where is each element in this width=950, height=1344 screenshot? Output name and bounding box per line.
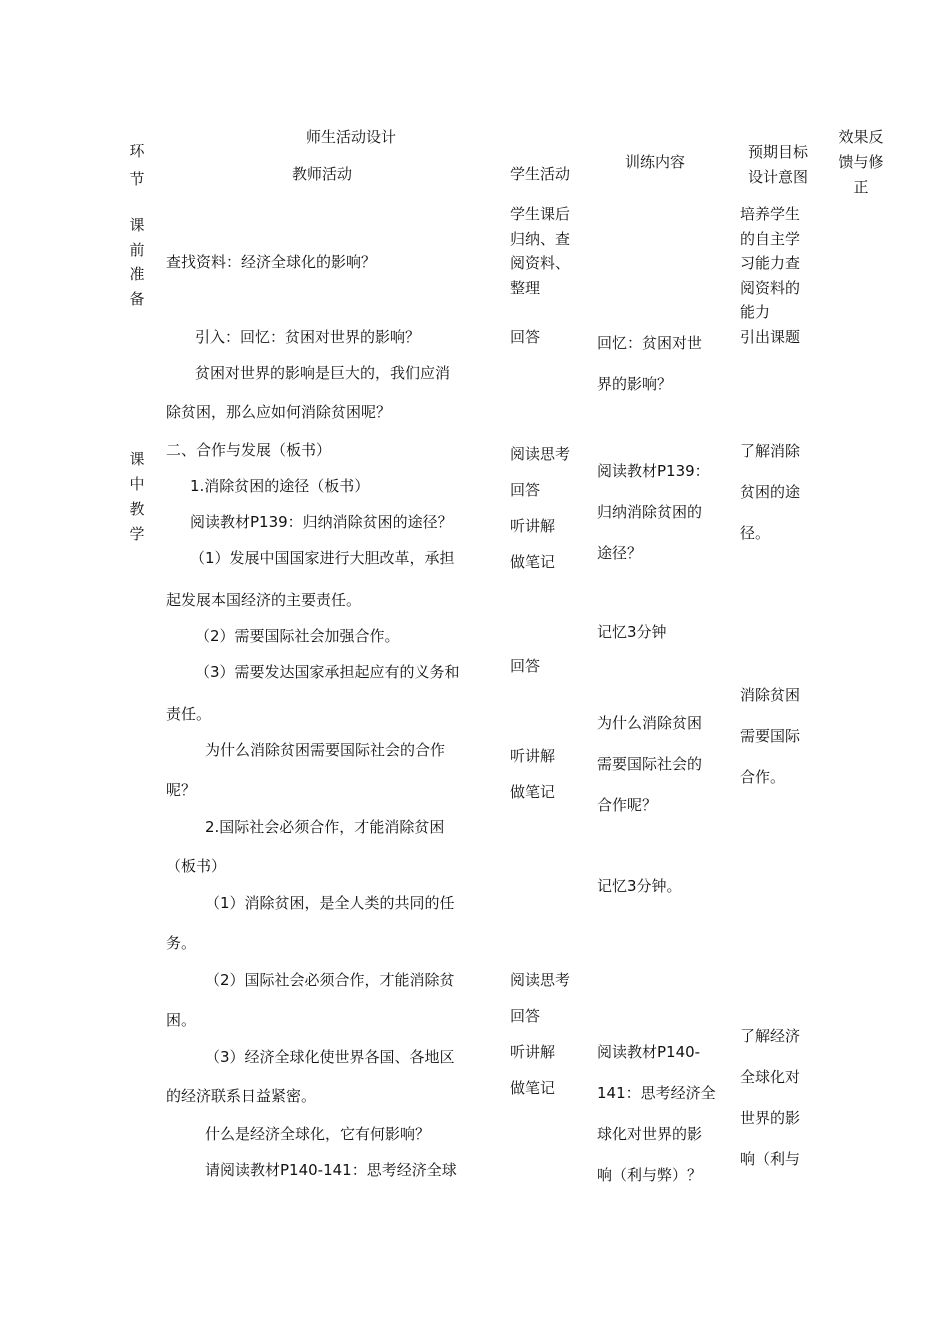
stage-char: 课	[129, 216, 145, 234]
training-line: 回忆：贫困对世	[597, 334, 703, 352]
goal-2	[740, 675, 800, 798]
goal-line: 世界的影	[740, 1109, 801, 1127]
stage-char: 中	[129, 475, 145, 493]
teacher-section-title: 二、合作与发展（板书）	[166, 441, 332, 459]
goal-line: 全球化对	[740, 1068, 801, 1086]
teacher-reading-task: 阅读教材P139：归纳消除贫困的途径？	[190, 513, 453, 531]
stage-pre-class	[127, 213, 147, 311]
goal-line: 径。	[740, 524, 771, 542]
training-line: 阅读教材P140-	[597, 1043, 701, 1061]
goal-line: 能力	[740, 303, 771, 321]
student-line: 听讲解	[510, 1043, 556, 1061]
training-line: 需要国际社会的	[597, 755, 703, 773]
goal-3	[740, 1016, 800, 1180]
teacher-item: （2）国际社会必须合作，才能消除贫	[205, 971, 455, 989]
teacher-reading-task: 请阅读教材P140-141：思考经济全球	[205, 1161, 457, 1179]
stage-char: 前	[129, 240, 145, 259]
teacher-item: （2）需要国际社会加强合作。	[195, 627, 400, 645]
teacher-item: 困。	[166, 1011, 197, 1029]
training-line: 响（利与弊）？	[597, 1166, 703, 1184]
training-line: 途径？	[597, 544, 643, 562]
training-why	[597, 703, 702, 826]
teacher-item: （3）经济全球化使世界各国、各地区	[205, 1048, 455, 1066]
header-teacher-activity: 教师活动	[292, 165, 353, 183]
student-line: 归纳、查	[510, 229, 571, 248]
student-line: 听讲解	[510, 517, 556, 535]
training-line: 141：思考经济全	[597, 1084, 716, 1102]
training-memorize: 记忆3分钟。	[597, 877, 682, 895]
teacher-pre-task: 查找资料：经济全球化的影响？	[166, 253, 377, 271]
teacher-item: （1）发展中国国家进行大胆改革，承担	[190, 549, 455, 567]
training-line: 球化对世界的影	[597, 1125, 703, 1143]
header-stage-line: 节	[129, 170, 145, 188]
student-line: 整理	[510, 278, 541, 297]
goal-1	[740, 431, 800, 554]
student-group-2	[510, 738, 555, 810]
teacher-intro: 引入：回忆：贫困对世界的影响？	[195, 328, 421, 346]
header-stage	[127, 137, 147, 193]
header-feedback-line: 馈与修	[838, 153, 884, 171]
header-group-title: 师生活动设计	[306, 128, 397, 146]
student-line: 回答	[510, 1007, 541, 1025]
training-line: 归纳消除贫困的	[597, 503, 703, 521]
student-line: 学生课后	[510, 205, 571, 223]
header-feedback-line: 正	[853, 178, 869, 196]
teacher-transition: 贫困对世界的影响是巨大的，我们应消	[195, 364, 451, 382]
training-line: 合作呢？	[597, 796, 658, 814]
goal-line: 了解消除	[740, 442, 801, 460]
goal-line: 的自主学	[740, 229, 801, 248]
training-line: 为什么消除贫困	[597, 714, 703, 732]
header-stage-line: 环	[129, 142, 145, 160]
header-student-activity: 学生活动	[510, 165, 571, 183]
goal-line: 了解经济	[740, 1027, 801, 1045]
training-read-3	[597, 1032, 716, 1196]
student-line: 阅读思考	[510, 445, 571, 463]
stage-in-class	[127, 447, 147, 547]
teacher-point-1: 1.消除贫困的途径（板书）	[190, 477, 370, 495]
goal-line: 习能力查	[740, 254, 801, 272]
goal-line: 贫困的途	[740, 483, 801, 501]
teacher-item: 的经济联系日益紧密。	[166, 1087, 317, 1105]
student-line: 阅读思考	[510, 971, 571, 989]
teacher-transition: 除贫困，那么应如何消除贫困呢？	[166, 403, 392, 421]
student-line: 阅资料、	[510, 254, 571, 272]
student-group-3	[510, 962, 570, 1106]
student-line: 做笔记	[510, 783, 556, 801]
training-memorize: 记忆3分钟	[597, 623, 667, 641]
training-recall	[597, 323, 702, 405]
teacher-question: 呢？	[166, 781, 197, 799]
teacher-item: （3）需要发达国家承担起应有的义务和	[195, 663, 460, 681]
header-goal-line: 预期目标	[747, 143, 808, 161]
student-line: 听讲解	[510, 747, 556, 765]
teacher-question: 为什么消除贫困需要国际社会的合作	[205, 741, 446, 759]
goal-line: 阅资料的	[740, 278, 801, 297]
teacher-item: 责任。	[166, 705, 212, 723]
goal-pre-class	[740, 202, 800, 325]
goal-line: 培养学生	[740, 205, 801, 223]
stage-char: 准	[129, 265, 145, 283]
header-goal	[740, 140, 816, 190]
goal-line: 合作。	[740, 768, 786, 786]
student-line: 做笔记	[510, 1079, 556, 1097]
stage-char: 备	[129, 289, 145, 308]
stage-char: 课	[129, 450, 145, 468]
stage-char: 学	[129, 525, 145, 543]
teacher-item: 务。	[166, 934, 197, 952]
goal-line: 消除贫困	[740, 686, 801, 704]
teacher-point-2: （板书）	[166, 857, 227, 875]
header-feedback	[832, 125, 890, 200]
student-group-1	[510, 436, 570, 580]
training-read-1	[597, 451, 710, 574]
teacher-item: （1）消除贫困，是全人类的共同的任	[205, 894, 455, 912]
training-line: 阅读教材P139：	[597, 462, 710, 480]
header-training-content: 训练内容	[625, 153, 686, 171]
goal-line: 响（利与	[740, 1150, 801, 1168]
student-answer: 回答	[510, 657, 541, 675]
teacher-point-2: 2.国际社会必须合作，才能消除贫困	[205, 818, 445, 836]
student-answer: 回答	[510, 328, 541, 346]
header-goal-line: 设计意图	[747, 168, 808, 186]
teacher-question: 什么是经济全球化，它有何影响？	[205, 1125, 431, 1143]
header-feedback-line: 效果反	[838, 128, 884, 146]
teacher-item: 起发展本国经济的主要责任。	[166, 591, 362, 609]
student-pre-class	[510, 202, 570, 300]
goal-intro: 引出课题	[740, 328, 801, 346]
student-line: 回答	[510, 481, 541, 499]
student-line: 做笔记	[510, 553, 556, 571]
stage-char: 教	[129, 500, 145, 518]
goal-line: 需要国际	[740, 727, 801, 745]
training-line: 界的影响？	[597, 375, 673, 393]
